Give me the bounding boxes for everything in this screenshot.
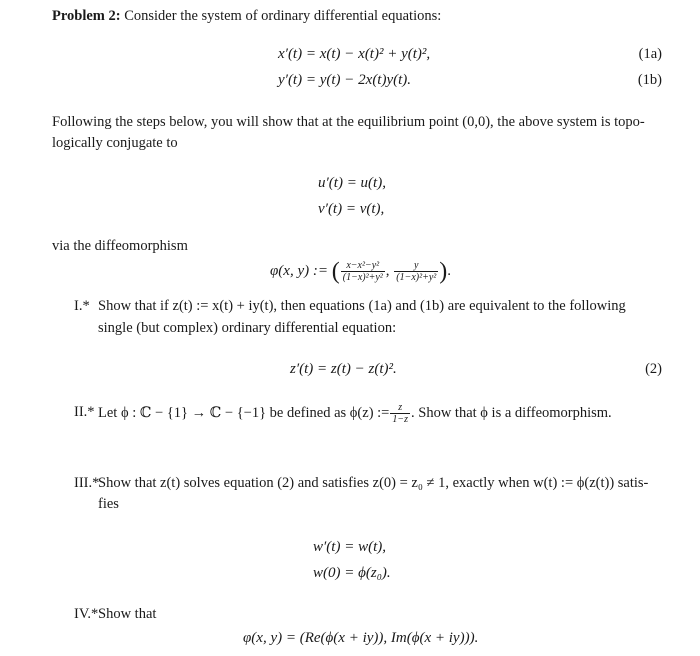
equation-1b: y′(t) = y(t) − 2x(t)y(t). <box>278 72 412 88</box>
step-3-label: III.* <box>74 475 100 491</box>
equation-2: z′(t) = z(t) − z(t)². <box>290 361 397 377</box>
linear-equation-v: v′(t) = v(t), <box>318 201 385 217</box>
step-1-line-2: single (but complex) ordinary differential equation: <box>98 320 397 336</box>
equation-w-initial: w(0) = ϕ(z₀). <box>313 565 391 581</box>
phi-fraction: $\frac{z}{1-z}$ <box>392 402 408 426</box>
following-line-2: logically conjugate to <box>52 135 178 151</box>
step-4-label: IV.* <box>74 606 99 622</box>
diffeo-fraction-1: $\frac{\text{x−x²−y²}}{\text{(1−x)²+y²}}$ <box>342 260 383 284</box>
step-3-line-2: fies <box>98 496 119 512</box>
diffeo-fraction-2: $\frac{y}{\text{(1−x)²+y²}}$ <box>396 260 437 284</box>
diffeomorphism-formula: φ(x, y) := ( $\frac{\text{x−x²−y²}}{\text{(1−x)²+y²}}$ , $\frac{y}{\text{(1−x)²+y²}}$ ). <box>270 258 452 285</box>
equation-w-ode: w′(t) = w(t), <box>313 539 386 555</box>
problem-label: Problem 2: <box>52 8 121 24</box>
equation-1a: x′(t) = x(t) − x(t)² + y(t)², <box>278 46 431 62</box>
step-1-line-1: Show that if z(t) := x(t) + iy(t), then equations (1a) and (1b) are equivalent to the following <box>98 298 626 314</box>
problem-intro: Consider the system of ordinary differential equations: <box>124 8 442 24</box>
step-2-text: Let ϕ : ℂ − {1} → ℂ − {−1} be defined as ϕ(z) := $\frac{z}{1-z}$ . Show that ϕ is a diffeomorphism. <box>98 402 612 426</box>
left-paren: ( <box>331 258 340 285</box>
equation-1a-number: (1a) <box>638 46 662 62</box>
equation-1b-number: (1b) <box>637 72 662 88</box>
right-paren: ) <box>439 258 448 285</box>
step-4-text: Show that <box>98 606 157 622</box>
step-1-label: I.* <box>74 298 90 314</box>
problem-intro-line <box>52 6 441 26</box>
step-3-line-1: Show that z(t) solves equation (2) and satisfies z(0) = z₀ ≠ 1, exactly when w(t) := ϕ(z(t)) satis- <box>98 475 649 491</box>
equation-2-number: (2) <box>645 361 662 377</box>
linear-equation-u: u′(t) = u(t), <box>318 175 386 191</box>
step-2-label: II.* <box>74 404 95 420</box>
via-text: via the diffeomorphism <box>52 238 188 254</box>
following-line-1: Following the steps below, you will show that at the equilibrium point (0,0), the above system is topo- <box>52 114 645 130</box>
equation-phi-decomposition: φ(x, y) = (Re(ϕ(x + iy)), Im(ϕ(x + iy))). <box>243 630 479 646</box>
